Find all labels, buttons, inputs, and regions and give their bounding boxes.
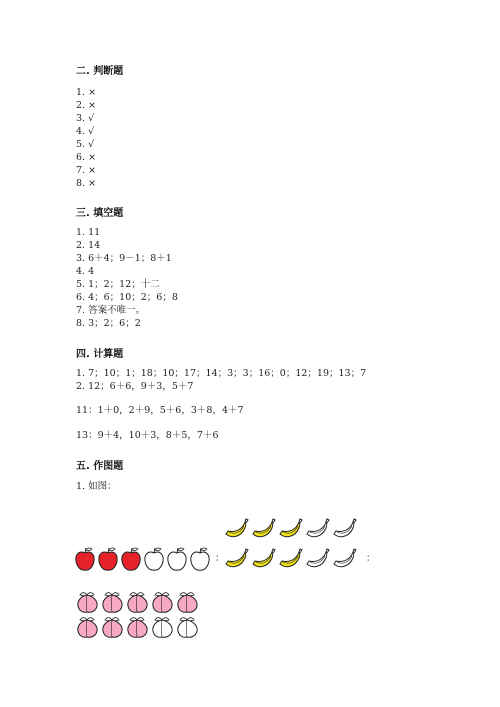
peach-colored-icon [128, 618, 147, 638]
apple-outline-icon [168, 548, 186, 570]
banana-outline-icon [307, 549, 329, 567]
fill-answer-1: 1. 11 [76, 227, 101, 238]
judge-answer-3: 3. √ [76, 113, 95, 124]
peach-outline-icon [153, 618, 172, 638]
judge-answer-1: 1. × [76, 87, 97, 98]
banana-row-1 [222, 515, 362, 541]
peach-colored-icon [153, 593, 172, 613]
banana-colored-icon [226, 549, 248, 567]
banana-row-2 [222, 545, 362, 571]
peach-colored-icon [78, 593, 97, 613]
calc-line-1: 1. 7；10；1；18；10；17；14；3；3；16；0；12；19；13；7 [76, 368, 367, 379]
banana-colored-icon [226, 519, 248, 537]
judge-answer-2: 2. × [76, 100, 97, 111]
fill-answer-4: 4. 4 [76, 266, 95, 277]
judge-answer-8: 8. × [76, 178, 97, 189]
section-draw-title: 五. 作图题 [76, 461, 124, 472]
peach-row-1 [76, 590, 206, 614]
banana-outline-icon [334, 519, 356, 537]
calc-line-4: 13：9＋4，10＋3，8＋5，7＋6 [76, 430, 219, 441]
peach-row-2 [76, 615, 206, 639]
calc-line-2: 2. 12；6＋6，9＋3，5＋7 [76, 381, 194, 392]
banana-colored-icon [280, 549, 302, 567]
peach-colored-icon [78, 618, 97, 638]
apple-colored-icon [122, 548, 140, 570]
colon-left: ： [215, 553, 225, 564]
banana-outline-icon [307, 519, 329, 537]
peach-colored-icon [128, 593, 147, 613]
peach-colored-icon [103, 593, 122, 613]
peach-outline-icon [178, 618, 197, 638]
banana-colored-icon [253, 519, 275, 537]
judge-answer-5: 5. √ [76, 139, 95, 150]
judge-answer-7: 7. × [76, 165, 97, 176]
apple-outline-icon [145, 548, 163, 570]
apple-outline-icon [191, 548, 209, 570]
draw-intro: 1. 如图： [76, 481, 117, 492]
peach-colored-icon [178, 593, 197, 613]
section-judge-title: 二. 判断题 [76, 66, 124, 77]
calc-line-3: 11：1＋0，2＋9，5＋6，3＋8，4＋7 [76, 405, 244, 416]
fill-answer-5: 5. 1；2；12；十二 [76, 279, 160, 290]
fill-answer-7: 7. 答案不唯一。 [76, 305, 146, 316]
fill-answer-6: 6. 4；6；10；2；6；8 [76, 292, 178, 303]
section-calc-title: 四. 计算题 [76, 349, 124, 360]
fill-answer-2: 2. 14 [76, 240, 101, 251]
judge-answer-6: 6. × [76, 152, 97, 163]
banana-outline-icon [334, 549, 356, 567]
apple-colored-icon [99, 548, 117, 570]
banana-colored-icon [280, 519, 302, 537]
section-fill-title: 三. 填空题 [76, 208, 124, 219]
banana-colored-icon [253, 549, 275, 567]
apple-row [74, 545, 216, 573]
fill-answer-8: 8. 3；2；6；2 [76, 318, 141, 329]
apple-colored-icon [76, 548, 94, 570]
judge-answer-4: 4. √ [76, 126, 95, 137]
fill-answer-3: 3. 6＋4；9－1；8＋1 [76, 253, 172, 264]
peach-colored-icon [103, 618, 122, 638]
colon-right: ： [366, 553, 376, 564]
